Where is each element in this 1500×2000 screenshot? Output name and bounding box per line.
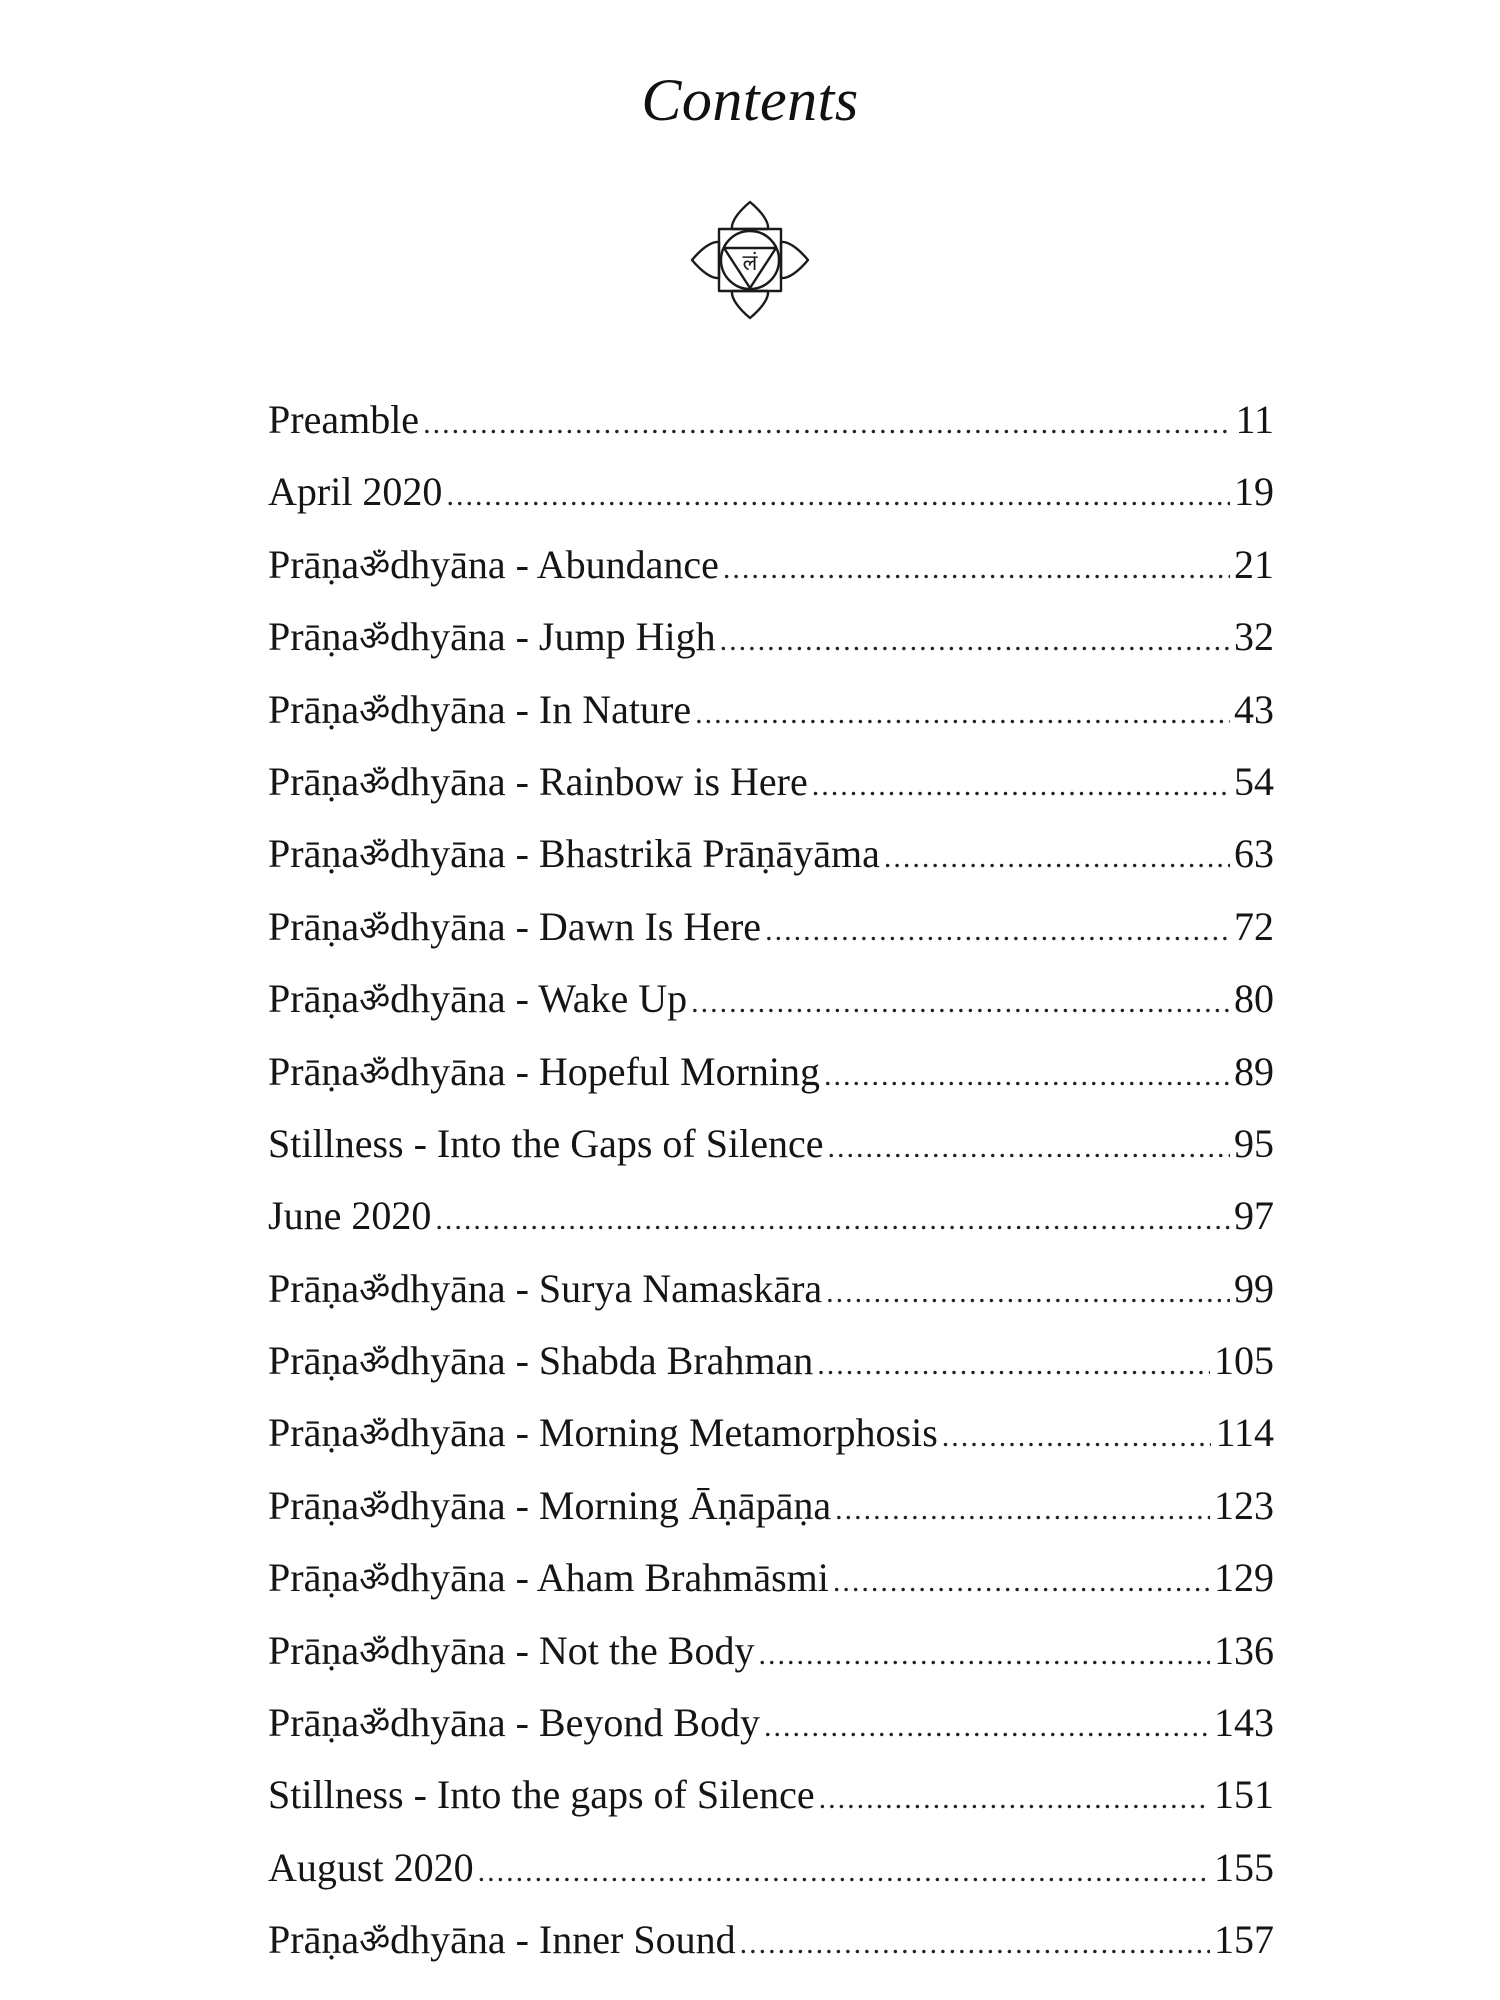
toc-entry-prefix: Prāṇa <box>268 1917 360 1963</box>
om-icon: ॐ <box>359 908 391 949</box>
toc-entry-title <box>268 601 716 675</box>
toc-entry-dawn-is-here <box>268 891 1274 963</box>
toc-page-number: 114 <box>1215 1410 1274 1456</box>
toc-page-number: 143 <box>1214 1700 1274 1746</box>
toc-entry-prefix: Prāṇa <box>268 614 360 660</box>
toc-entry-suffix: dhyāna - In Nature <box>390 686 692 732</box>
toc-entry-surya-namaskara <box>268 1253 1274 1325</box>
toc-page-number: 72 <box>1234 903 1274 949</box>
dot-leader <box>723 533 1230 605</box>
toc-entry-title <box>268 1470 831 1544</box>
toc-entry-title <box>268 746 808 820</box>
dot-leader <box>884 822 1230 894</box>
toc-entry-suffix: dhyāna - Abundance <box>390 541 719 587</box>
toc-entry-title <box>268 1253 822 1327</box>
toc-page-number: 63 <box>1234 831 1274 877</box>
toc-page-number: 43 <box>1234 686 1274 732</box>
toc-page-number: 21 <box>1234 541 1274 587</box>
om-icon: ॐ <box>359 1487 391 1528</box>
dot-leader <box>819 1763 1210 1835</box>
toc-entry-title: June 2020 <box>268 1193 432 1239</box>
toc-entry-inner-sound <box>268 1904 1274 1976</box>
om-icon: ॐ <box>359 1632 391 1673</box>
toc-page-number: 105 <box>1214 1338 1274 1384</box>
toc-entry-in-nature <box>268 674 1274 746</box>
om-icon: ॐ <box>359 1343 391 1384</box>
toc-entry-april-2020 <box>268 456 1274 528</box>
toc-entry-hopeful-morning <box>268 1036 1274 1108</box>
toc-entry-prefix: Prāṇa <box>268 1555 360 1601</box>
toc-entry-suffix: dhyāna - Hopeful Morning <box>390 1048 820 1094</box>
toc-page-number: 32 <box>1234 614 1274 660</box>
toc-entry-wake-up <box>268 963 1274 1035</box>
toc-entry-rainbow-is-here <box>268 746 1274 818</box>
dot-leader <box>695 678 1230 750</box>
dot-leader <box>826 1257 1230 1329</box>
om-icon: ॐ <box>359 836 391 877</box>
om-icon: ॐ <box>359 691 391 732</box>
toc-entry-jump-high <box>268 601 1274 673</box>
dot-leader <box>478 1836 1210 1908</box>
toc-entry-bhastrika <box>268 818 1274 890</box>
toc-entry-title <box>268 1325 813 1399</box>
toc-entry-prefix: Prāṇa <box>268 1338 360 1384</box>
toc-entry-prefix: Prāṇa <box>268 758 360 804</box>
toc-entry-suffix: dhyāna - Inner Sound <box>390 1917 736 1963</box>
toc-page-number: 155 <box>1214 1844 1274 1890</box>
toc-entry-aham-brahmasmi <box>268 1542 1274 1614</box>
table-of-contents <box>268 384 1274 1977</box>
toc-entry-title <box>268 818 880 892</box>
dot-leader <box>720 605 1230 677</box>
dot-leader <box>740 1908 1210 1980</box>
toc-entry-title <box>268 1687 760 1761</box>
toc-entry-prefix: Prāṇa <box>268 1410 360 1456</box>
toc-entry-stillness-2 <box>268 1759 1274 1831</box>
dot-leader <box>435 1184 1230 1256</box>
toc-page-number: 89 <box>1234 1048 1274 1094</box>
toc-entry-august-2020 <box>268 1832 1274 1904</box>
toc-entry-suffix: dhyāna - Dawn Is Here <box>390 903 762 949</box>
toc-entry-morning-anapana <box>268 1470 1274 1542</box>
toc-entry-prefix: Prāṇa <box>268 903 360 949</box>
om-icon: ॐ <box>359 1705 391 1746</box>
toc-page-number: 97 <box>1234 1193 1274 1239</box>
toc-page-number: 129 <box>1214 1555 1274 1601</box>
toc-entry-prefix: Prāṇa <box>268 1265 360 1311</box>
muladhara-chakra-icon <box>688 198 812 322</box>
om-icon: ॐ <box>359 619 391 660</box>
toc-entry-title: Stillness - Into the Gaps of Silence <box>268 1120 824 1166</box>
toc-page-number: 157 <box>1214 1917 1274 1963</box>
dot-leader <box>942 1401 1212 1473</box>
toc-entry-suffix: dhyāna - Bhastrikā Prāṇāyāma <box>390 831 880 877</box>
toc-entry-title: August 2020 <box>268 1844 474 1890</box>
toc-entry-title <box>268 1542 829 1616</box>
om-icon: ॐ <box>359 1922 391 1963</box>
dot-leader <box>423 388 1231 460</box>
om-icon: ॐ <box>359 763 391 804</box>
toc-entry-suffix: dhyāna - Morning Āṇāpāṇa <box>390 1482 832 1528</box>
om-icon: ॐ <box>359 1560 391 1601</box>
toc-entry-title <box>268 529 719 603</box>
toc-page-number: 151 <box>1214 1772 1274 1818</box>
dot-leader <box>765 895 1230 967</box>
toc-page-number: 19 <box>1234 469 1274 515</box>
toc-entry-suffix: dhyāna - Rainbow is Here <box>390 758 808 804</box>
toc-entry-title <box>268 1397 938 1471</box>
dot-leader <box>691 967 1230 1039</box>
toc-entry-prefix: Prāṇa <box>268 1700 360 1746</box>
toc-entry-suffix: dhyāna - Shabda Brahman <box>390 1338 814 1384</box>
om-icon: ॐ <box>359 1415 391 1456</box>
toc-entry-preamble <box>268 384 1274 456</box>
toc-entry-prefix: Prāṇa <box>268 686 360 732</box>
toc-entry-prefix: Prāṇa <box>268 1627 360 1673</box>
toc-entry-title <box>268 1615 754 1689</box>
dot-leader <box>758 1619 1210 1691</box>
toc-entry-prefix: Prāṇa <box>268 976 360 1022</box>
toc-entry-prefix: Prāṇa <box>268 541 360 587</box>
toc-page-number: 95 <box>1234 1120 1274 1166</box>
toc-entry-suffix: dhyāna - Jump High <box>390 614 716 660</box>
toc-entry-suffix: dhyāna - Beyond Body <box>390 1700 761 1746</box>
dot-leader <box>817 1329 1210 1401</box>
toc-entry-title: Preamble <box>268 397 420 442</box>
toc-entry-title: Stillness - Into the gaps of Silence <box>268 1772 815 1818</box>
chakra-bija-label: लं <box>742 251 758 276</box>
toc-entry-not-the-body <box>268 1615 1274 1687</box>
dot-leader <box>835 1474 1210 1546</box>
toc-entry-shabda-brahman <box>268 1325 1274 1397</box>
page-title: Contents <box>641 67 859 133</box>
toc-entry-title <box>268 674 691 748</box>
toc-entry-suffix: dhyāna - Aham Brahmāsmi <box>390 1555 829 1601</box>
toc-page-number: 11 <box>1235 397 1274 442</box>
toc-entry-prefix: Prāṇa <box>268 831 360 877</box>
toc-entry-morning-metamorphosis <box>268 1397 1274 1469</box>
toc-entry-title <box>268 891 761 965</box>
toc-entry-suffix: dhyāna - Not the Body <box>390 1627 755 1673</box>
dot-leader <box>833 1546 1210 1618</box>
toc-entry-suffix: dhyāna - Surya Namaskāra <box>390 1265 823 1311</box>
om-icon: ॐ <box>359 1270 391 1311</box>
toc-entry-abundance <box>268 529 1274 601</box>
toc-page-number: 99 <box>1234 1265 1274 1311</box>
dot-leader <box>824 1040 1230 1112</box>
toc-entry-suffix: dhyāna - Morning Metamorphosis <box>390 1410 938 1456</box>
toc-page-number: 54 <box>1234 758 1274 804</box>
toc-page-number: 136 <box>1214 1627 1274 1673</box>
toc-entry-title <box>268 1904 736 1978</box>
toc-entry-title: April 2020 <box>268 469 443 515</box>
dot-leader <box>764 1691 1210 1763</box>
toc-entry-prefix: Prāṇa <box>268 1048 360 1094</box>
om-icon: ॐ <box>359 1053 391 1094</box>
toc-entry-suffix: dhyāna - Wake Up <box>390 976 688 1022</box>
toc-page-number: 123 <box>1214 1482 1274 1528</box>
toc-entry-prefix: Prāṇa <box>268 1482 360 1528</box>
toc-entry-title <box>268 1036 820 1110</box>
toc-entry-beyond-body <box>268 1687 1274 1759</box>
toc-entry-title <box>268 963 687 1037</box>
om-icon: ॐ <box>359 981 391 1022</box>
dot-leader <box>446 460 1230 532</box>
toc-page-number: 80 <box>1234 976 1274 1022</box>
toc-entry-stillness-1 <box>268 1108 1274 1180</box>
toc-entry-june-2020 <box>268 1180 1274 1252</box>
om-icon: ॐ <box>359 546 391 587</box>
dot-leader <box>827 1112 1230 1184</box>
dot-leader <box>812 750 1230 822</box>
